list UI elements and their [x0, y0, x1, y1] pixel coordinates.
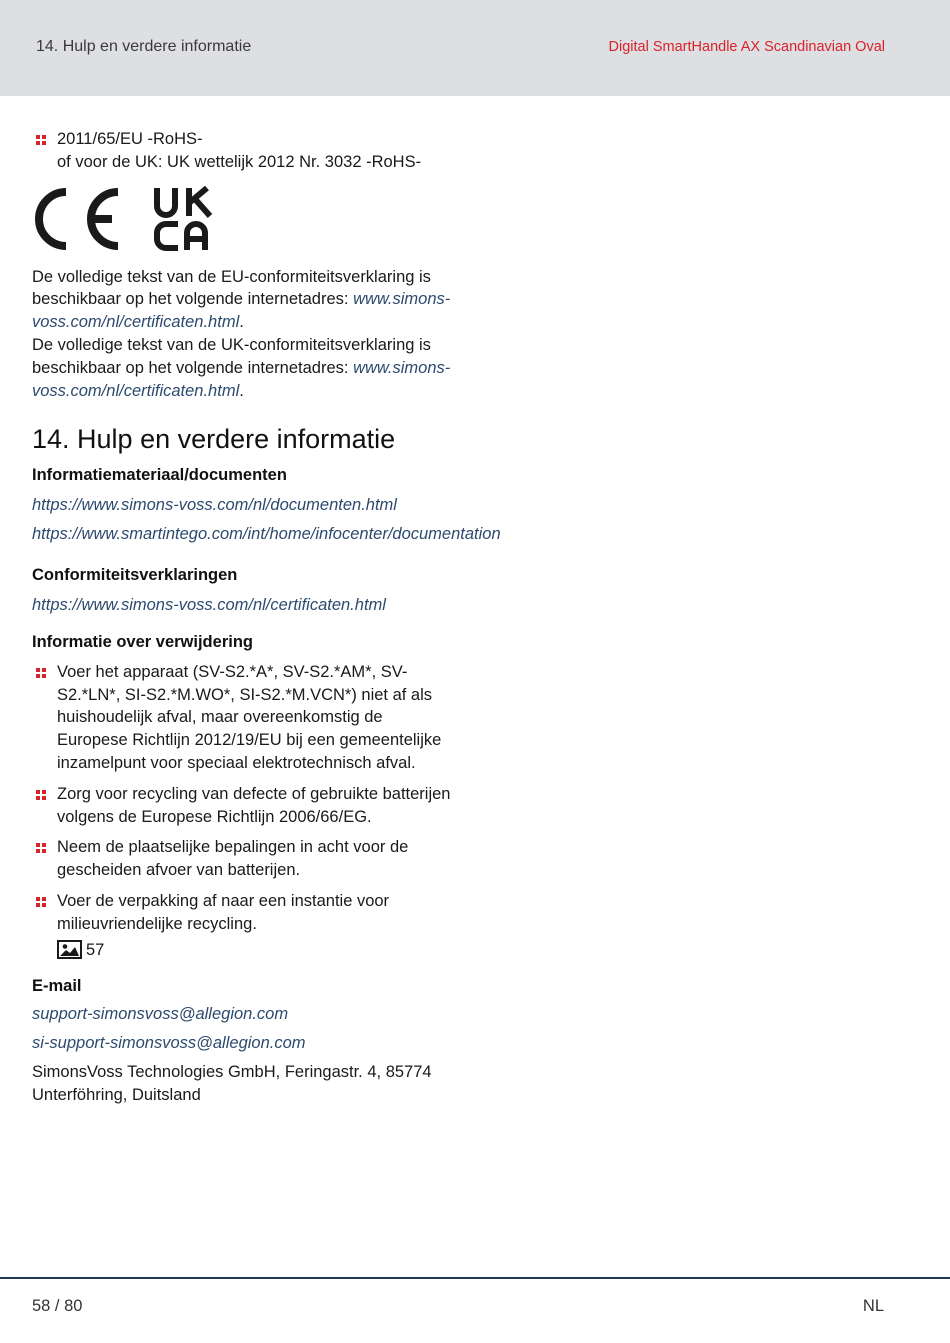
si-support-email-link[interactable]: si-support-simonsvoss@allegion.com [32, 1034, 306, 1053]
ce-mark-icon [32, 186, 124, 252]
bullet-icon [36, 790, 46, 800]
disposal-item-batteries [32, 783, 452, 829]
footer-divider [0, 1277, 950, 1279]
section-title: 14. Hulp en verdere informatie [32, 424, 396, 455]
disposal-item-device [32, 661, 452, 775]
bullet-icon [36, 897, 46, 907]
bullet-icon [36, 843, 46, 853]
rohs-line: 2011/65/EU -RoHS- [57, 130, 203, 148]
header-section-title: 14. Hulp en verdere informatie [36, 38, 252, 55]
image-reference[interactable] [57, 939, 452, 962]
image-icon [57, 940, 82, 959]
conformity-heading: Conformiteitsverklaringen [32, 565, 238, 584]
uk-conformity-text [32, 334, 452, 402]
conformity-marks [32, 184, 452, 254]
email-heading: E-mail [32, 977, 82, 996]
list-item: Voer het apparaat (SV-S2.*A*, SV-S2.*AM*, SV-S2.*LN*, SI-S2.*M.WO*, SI-S2.*M.VCN*) niet af als huishoudelijk afval, maar overeenkomstig de Europese Richtlijn 2012/19/EU bij een gemeentelijke inzamelpunt voor speciaal elektrotechnisch afval. [57, 662, 442, 772]
list-item: Zorg voor recycling van defecte of gebruikte batterijen volgens de Europese Richtlijn 2006/66/EG. [57, 784, 451, 826]
disposal-item-local-rules [32, 836, 452, 882]
ukca-mark-icon [152, 186, 222, 252]
docs-link-simonsvoss[interactable]: https://www.simons-voss.com/nl/documenten.html [32, 496, 397, 515]
eu-conformity-sentence: De volledige tekst van de EU-conformiteitsverklaring is beschikbaar op het volgende internetadres: [32, 267, 431, 309]
uk-conformity-sentence: De volledige tekst van de UK-conformiteitsverklaring is beschikbaar op het volgende internetadres: [32, 335, 431, 377]
list-item: Voer de verpakking af naar een instantie voor milieuvriendelijke recycling. [57, 891, 390, 933]
uk-certificates-link[interactable]: www.simons-voss.com/nl/certificaten.html [32, 358, 451, 400]
disposal-heading: Informatie over verwijdering [32, 632, 253, 651]
page-content [32, 128, 501, 1107]
bullet-icon [36, 135, 46, 145]
eu-conformity-text [32, 266, 452, 334]
conformity-link[interactable]: https://www.simons-voss.com/nl/certificaten.html [32, 595, 386, 614]
disposal-item-packaging [32, 890, 452, 936]
docs-link-smartintego[interactable]: https://www.smartintego.com/int/home/infocenter/documentation [32, 525, 501, 544]
image-reference-number: 57 [86, 940, 105, 959]
page-number: 58 / 80 [32, 1297, 83, 1315]
eu-period: . [239, 313, 244, 332]
language-code: NL [862, 1297, 884, 1315]
uk-period: . [239, 381, 244, 400]
header-product-name: Digital SmartHandle AX Scandinavian Oval [608, 39, 885, 55]
rohs-bullet [32, 128, 452, 174]
company-address: SimonsVoss Technologies GmbH, Feringastr. 4, 85774 Unterföhring, Duitsland [32, 1062, 432, 1104]
eu-certificates-link[interactable]: www.simons-voss.com/nl/certificaten.html [32, 290, 451, 332]
uk-rohs-line: of voor de UK: UK wettelijk 2012 Nr. 3032 -RoHS- [57, 152, 422, 171]
support-email-link[interactable]: support-simonsvoss@allegion.com [32, 1005, 289, 1024]
docs-heading: Informatiemateriaal/documenten [32, 466, 287, 485]
bullet-icon [36, 668, 46, 678]
page-header [0, 0, 950, 96]
list-item: Neem de plaatselijke bepalingen in acht voor de gescheiden afvoer van batterijen. [57, 838, 409, 880]
